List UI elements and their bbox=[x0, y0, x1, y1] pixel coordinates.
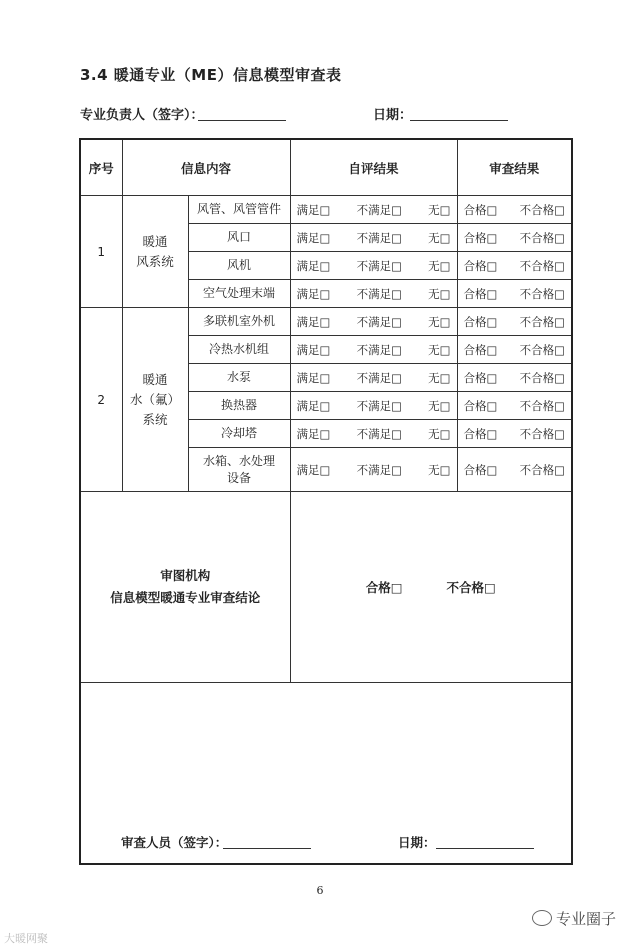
self-eval-cell bbox=[290, 280, 457, 308]
self-eval-cell bbox=[290, 308, 457, 336]
item-name: 换热器 bbox=[188, 392, 290, 420]
option-not-satisfied-checkbox[interactable]: 不满足□ bbox=[356, 230, 402, 245]
option-none-checkbox[interactable]: 无□ bbox=[428, 342, 451, 357]
sign-date-label: 日期： bbox=[373, 108, 413, 123]
option-pass-checkbox[interactable]: 合格□ bbox=[463, 286, 498, 301]
reviewer-label: 审查人员（签字）： bbox=[121, 835, 228, 850]
conclusion-fail-checkbox[interactable]: 不合格□ bbox=[446, 580, 496, 595]
review-cell bbox=[457, 392, 572, 420]
review-options bbox=[458, 230, 572, 246]
review-table bbox=[79, 138, 573, 865]
option-satisfied-checkbox[interactable]: 满足□ bbox=[296, 286, 331, 301]
option-none-checkbox[interactable]: 无□ bbox=[428, 202, 451, 217]
conclusion-options-cell bbox=[290, 492, 572, 683]
option-pass-checkbox[interactable]: 合格□ bbox=[463, 314, 498, 329]
page-number: 6 bbox=[316, 884, 324, 897]
option-satisfied-checkbox[interactable]: 满足□ bbox=[296, 398, 331, 413]
option-none-checkbox[interactable]: 无□ bbox=[428, 314, 451, 329]
header-review: 审查结果 bbox=[457, 139, 572, 196]
conclusion-label bbox=[81, 565, 290, 609]
option-fail-checkbox[interactable]: 不合格□ bbox=[519, 426, 566, 441]
header-self-eval: 自评结果 bbox=[290, 139, 457, 196]
option-satisfied-checkbox[interactable]: 满足□ bbox=[296, 258, 331, 273]
item-name: 风管、风管管件 bbox=[188, 196, 290, 224]
option-fail-checkbox[interactable]: 不合格□ bbox=[519, 202, 566, 217]
review-options bbox=[458, 342, 572, 358]
option-not-satisfied-checkbox[interactable]: 不满足□ bbox=[356, 202, 402, 217]
item-name: 风机 bbox=[188, 252, 290, 280]
self-eval-options bbox=[291, 258, 457, 274]
review-cell bbox=[457, 364, 572, 392]
option-not-satisfied-checkbox[interactable]: 不满足□ bbox=[356, 426, 402, 441]
item-name: 风口 bbox=[188, 224, 290, 252]
table-row bbox=[80, 196, 572, 224]
self-eval-options bbox=[291, 342, 457, 358]
category-line: 系统 bbox=[142, 411, 168, 427]
self-eval-options bbox=[291, 286, 457, 302]
conclusion-label-line2: 信息模型暖通专业审查结论 bbox=[110, 590, 261, 605]
self-eval-cell bbox=[290, 448, 457, 492]
option-not-satisfied-checkbox[interactable]: 不满足□ bbox=[356, 342, 402, 357]
self-eval-options bbox=[291, 202, 457, 218]
header-seq: 序号 bbox=[80, 139, 122, 196]
option-pass-checkbox[interactable]: 合格□ bbox=[463, 398, 498, 413]
option-satisfied-checkbox[interactable]: 满足□ bbox=[296, 462, 331, 477]
review-options bbox=[458, 286, 572, 302]
self-eval-options bbox=[291, 398, 457, 414]
option-none-checkbox[interactable]: 无□ bbox=[428, 258, 451, 273]
option-none-checkbox[interactable]: 无□ bbox=[428, 398, 451, 413]
option-pass-checkbox[interactable]: 合格□ bbox=[463, 462, 498, 477]
self-eval-options bbox=[291, 370, 457, 386]
reviewer-signature-line[interactable] bbox=[223, 848, 311, 849]
option-pass-checkbox[interactable]: 合格□ bbox=[463, 342, 498, 357]
self-eval-options bbox=[291, 314, 457, 330]
item-name: 水泵 bbox=[188, 364, 290, 392]
watermark-right-text: 专业圈子 bbox=[556, 910, 617, 928]
category-line: 风系统 bbox=[136, 253, 174, 269]
option-fail-checkbox[interactable]: 不合格□ bbox=[519, 230, 566, 245]
option-fail-checkbox[interactable]: 不合格□ bbox=[519, 314, 566, 329]
conclusion-options bbox=[291, 578, 572, 596]
page-title: 3.4 暖通专业（ME）信息模型审查表 bbox=[80, 66, 342, 84]
option-not-satisfied-checkbox[interactable]: 不满足□ bbox=[356, 314, 402, 329]
option-pass-checkbox[interactable]: 合格□ bbox=[463, 370, 498, 385]
self-eval-cell bbox=[290, 420, 457, 448]
group-category bbox=[122, 308, 188, 492]
review-options bbox=[458, 462, 572, 478]
option-satisfied-checkbox[interactable]: 满足□ bbox=[296, 342, 331, 357]
category-line: 暖通 bbox=[142, 233, 168, 249]
responsible-label: 专业负责人（签字）： bbox=[80, 108, 204, 123]
item-name: 多联机室外机 bbox=[188, 308, 290, 336]
option-none-checkbox[interactable]: 无□ bbox=[428, 426, 451, 441]
watermark-left: 大暖网聚 bbox=[4, 932, 48, 945]
self-eval-options bbox=[291, 230, 457, 246]
option-not-satisfied-checkbox[interactable]: 不满足□ bbox=[356, 462, 402, 477]
review-cell bbox=[457, 252, 572, 280]
option-pass-checkbox[interactable]: 合格□ bbox=[463, 426, 498, 441]
review-cell bbox=[457, 280, 572, 308]
reviewer-date-line[interactable] bbox=[436, 848, 534, 849]
self-eval-cell bbox=[290, 392, 457, 420]
option-not-satisfied-checkbox[interactable]: 不满足□ bbox=[356, 258, 402, 273]
review-cell bbox=[457, 448, 572, 492]
responsible-signature-line[interactable] bbox=[198, 120, 286, 121]
option-fail-checkbox[interactable]: 不合格□ bbox=[519, 370, 566, 385]
option-none-checkbox[interactable]: 无□ bbox=[428, 462, 451, 477]
review-cell bbox=[457, 196, 572, 224]
self-eval-cell bbox=[290, 252, 457, 280]
review-cell bbox=[457, 420, 572, 448]
option-pass-checkbox[interactable]: 合格□ bbox=[463, 258, 498, 273]
self-eval-options bbox=[291, 462, 457, 478]
self-eval-options bbox=[291, 426, 457, 442]
sign-date-line[interactable] bbox=[410, 120, 508, 121]
watermark-right bbox=[532, 908, 616, 929]
wechat-icon bbox=[532, 910, 552, 926]
review-cell bbox=[457, 308, 572, 336]
header-info: 信息内容 bbox=[122, 139, 290, 196]
item-name bbox=[188, 448, 290, 492]
option-fail-checkbox[interactable]: 不合格□ bbox=[519, 258, 566, 273]
category-line: 暖通 bbox=[142, 371, 168, 387]
review-options bbox=[458, 426, 572, 442]
review-options bbox=[458, 398, 572, 414]
conclusion-pass-checkbox[interactable]: 合格□ bbox=[365, 580, 403, 595]
review-cell bbox=[457, 224, 572, 252]
option-fail-checkbox[interactable]: 不合格□ bbox=[519, 398, 566, 413]
option-pass-checkbox[interactable]: 合格□ bbox=[463, 230, 498, 245]
option-none-checkbox[interactable]: 无□ bbox=[428, 370, 451, 385]
signoff-row bbox=[80, 683, 572, 865]
signoff-area bbox=[81, 683, 571, 863]
option-none-checkbox[interactable]: 无□ bbox=[428, 286, 451, 301]
table-header-row bbox=[80, 139, 572, 196]
category-line: 水（氟） bbox=[129, 391, 180, 407]
option-satisfied-checkbox[interactable]: 满足□ bbox=[296, 202, 331, 217]
option-not-satisfied-checkbox[interactable]: 不满足□ bbox=[356, 370, 402, 385]
review-options bbox=[458, 370, 572, 386]
group-category bbox=[122, 196, 188, 308]
option-none-checkbox[interactable]: 无□ bbox=[428, 230, 451, 245]
conclusion-label-line1: 审图机构 bbox=[160, 568, 211, 583]
option-fail-checkbox[interactable]: 不合格□ bbox=[519, 286, 566, 301]
signoff-cell bbox=[80, 683, 572, 865]
option-fail-checkbox[interactable]: 不合格□ bbox=[519, 462, 566, 477]
review-options bbox=[458, 314, 572, 330]
option-satisfied-checkbox[interactable]: 满足□ bbox=[296, 230, 331, 245]
item-name: 空气处理末端 bbox=[188, 280, 290, 308]
option-satisfied-checkbox[interactable]: 满足□ bbox=[296, 370, 331, 385]
option-not-satisfied-checkbox[interactable]: 不满足□ bbox=[356, 286, 402, 301]
table-row bbox=[80, 308, 572, 336]
option-satisfied-checkbox[interactable]: 满足□ bbox=[296, 314, 331, 329]
review-options bbox=[458, 202, 572, 218]
option-satisfied-checkbox[interactable]: 满足□ bbox=[296, 426, 331, 441]
item-name: 冷却塔 bbox=[188, 420, 290, 448]
self-eval-cell bbox=[290, 224, 457, 252]
review-options bbox=[458, 258, 572, 274]
self-eval-cell bbox=[290, 196, 457, 224]
reviewer-date-label: 日期： bbox=[398, 835, 436, 850]
item-name-text: 水箱、水处理设备 bbox=[203, 453, 276, 485]
self-eval-cell bbox=[290, 364, 457, 392]
item-name: 冷热水机组 bbox=[188, 336, 290, 364]
option-not-satisfied-checkbox[interactable]: 不满足□ bbox=[356, 398, 402, 413]
group-seq: 1 bbox=[80, 196, 122, 308]
review-cell bbox=[457, 336, 572, 364]
option-pass-checkbox[interactable]: 合格□ bbox=[463, 202, 498, 217]
group-seq: 2 bbox=[80, 308, 122, 492]
conclusion-row bbox=[80, 492, 572, 683]
conclusion-label-cell bbox=[80, 492, 290, 683]
option-fail-checkbox[interactable]: 不合格□ bbox=[519, 342, 566, 357]
self-eval-cell bbox=[290, 336, 457, 364]
